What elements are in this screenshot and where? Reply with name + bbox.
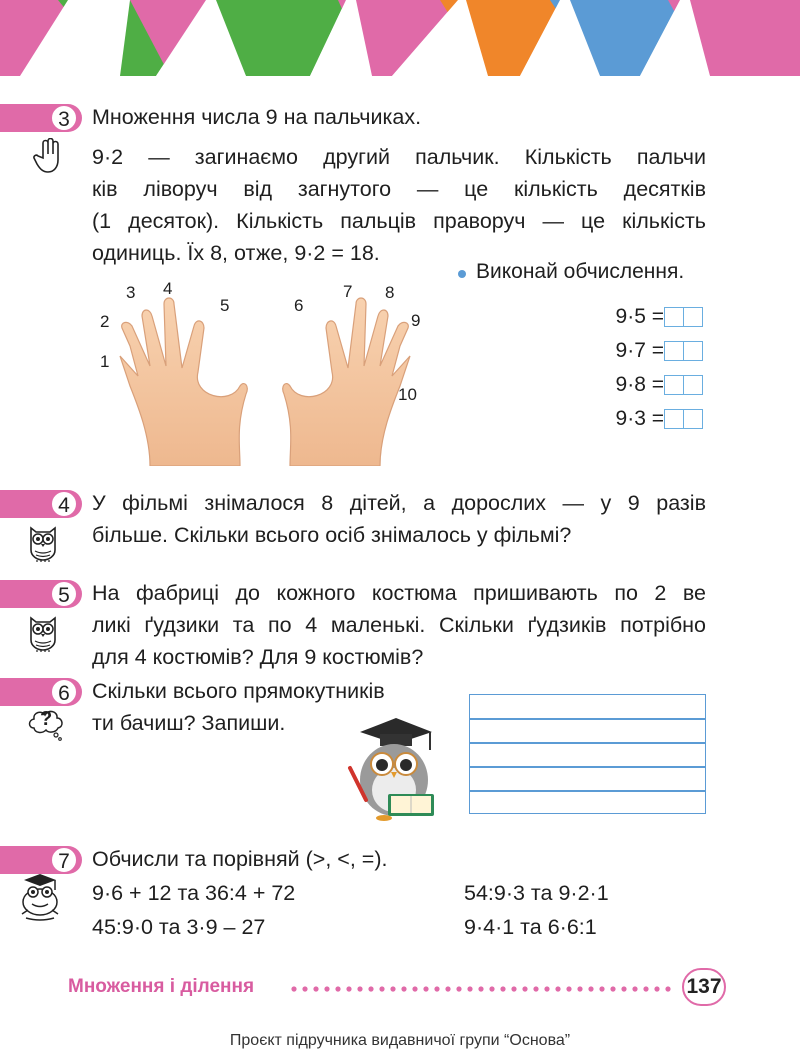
problem-line-3: для 4 костюмів? Для 9 костюмів? [92, 645, 424, 669]
task-number: 3 [50, 104, 78, 132]
problem-line-1: У фільмі знімалося 8 дітей, а дорослих — у 9 разів [92, 491, 706, 515]
explanation-line-1: 9·2 — загинаємо другий пальчик. Кількість пальчи [92, 145, 706, 169]
explanation-line-2: ків ліворуч від загнутого — це кількість десятків [92, 177, 706, 201]
problem-line-2: більше. Скільки всього осіб знімалось у фільмі? [92, 523, 572, 547]
rect-divider [470, 790, 705, 792]
task-number: 4 [50, 490, 78, 518]
exercise-list [600, 300, 703, 436]
rectangles-figure [469, 694, 706, 814]
hands-illustration [90, 276, 440, 466]
finger-number-5: 5 [220, 296, 230, 315]
right-hand [283, 298, 410, 466]
exercise-row: 9·3 = [600, 402, 703, 436]
publisher-credit: Проєкт підручника видавничої групи “Основа” [229, 1032, 571, 1049]
rect-divider [470, 766, 705, 768]
frog-scholar-icon [14, 870, 66, 922]
dotted-leader [290, 978, 675, 1000]
finger-number-8: 8 [385, 283, 395, 302]
compare-right-1: 54:9·3 та 9·2·1 [464, 881, 609, 905]
explanation-line-3: (1 десяток). Кількість пальців праворуч — це кількість [92, 209, 706, 233]
task-title: Множення числа 9 на пальчиках. [92, 105, 422, 129]
problem-line-2: ти бачиш? Запиши. [92, 711, 286, 735]
answer-box[interactable] [664, 307, 684, 327]
task-number: 5 [50, 580, 78, 608]
bullet-instruction: Виконай обчислення. [476, 260, 685, 283]
finger-number-10: 10 [398, 385, 417, 404]
problem-line-2: ликі ґудзики та по 4 маленькі. Скільки ґудзиків потрібно [92, 613, 706, 637]
exercise-row: 9·5 = [600, 300, 703, 334]
page-number: 137 [682, 968, 726, 1006]
finger-number-7: 7 [343, 282, 353, 301]
finger-number-6: 6 [294, 296, 304, 315]
answer-box[interactable] [664, 341, 684, 361]
problem-line-1: На фабриці до кожного костюма пришивають по 2 ве [92, 581, 706, 605]
answer-box[interactable] [683, 409, 703, 429]
answer-box[interactable] [664, 409, 684, 429]
explanation-line-4: одиниць. Їх 8, отже, 9·2 = 18. [92, 241, 380, 265]
section-title: Множення і ділення [68, 976, 255, 997]
decorative-banner [0, 0, 800, 76]
finger-number-9: 9 [411, 311, 421, 330]
finger-number-2: 2 [100, 312, 110, 331]
question-mark: ? [40, 708, 53, 730]
owl-scholar-illustration [340, 710, 440, 822]
answer-box[interactable] [683, 341, 703, 361]
answer-box[interactable] [683, 375, 703, 395]
answer-box[interactable] [683, 307, 703, 327]
exercise-row: 9·8 = [600, 368, 703, 402]
hand-icon [32, 138, 62, 174]
exercise-row: 9·7 = [600, 334, 703, 368]
task-number: 7 [50, 846, 78, 874]
owl-icon [26, 522, 60, 562]
compare-right-2: 9·4·1 та 6·6:1 [464, 915, 597, 939]
finger-number-4: 4 [163, 279, 173, 298]
rect-divider [470, 742, 705, 744]
problem-line-1: Скільки всього прямокутників [92, 679, 385, 703]
answer-box[interactable] [664, 375, 684, 395]
rect-divider [470, 718, 705, 720]
left-hand [120, 298, 247, 466]
compare-left-1: 9·6 + 12 та 36:4 + 72 [92, 881, 296, 905]
bullet-dot [458, 270, 466, 278]
finger-number-3: 3 [126, 283, 136, 302]
task-title: Обчисли та порівняй (>, <, =). [92, 847, 388, 871]
compare-left-2: 45:9·0 та 3·9 – 27 [92, 915, 266, 939]
task-number: 6 [50, 678, 78, 706]
owl-icon [26, 612, 60, 652]
finger-number-1: 1 [100, 352, 110, 371]
